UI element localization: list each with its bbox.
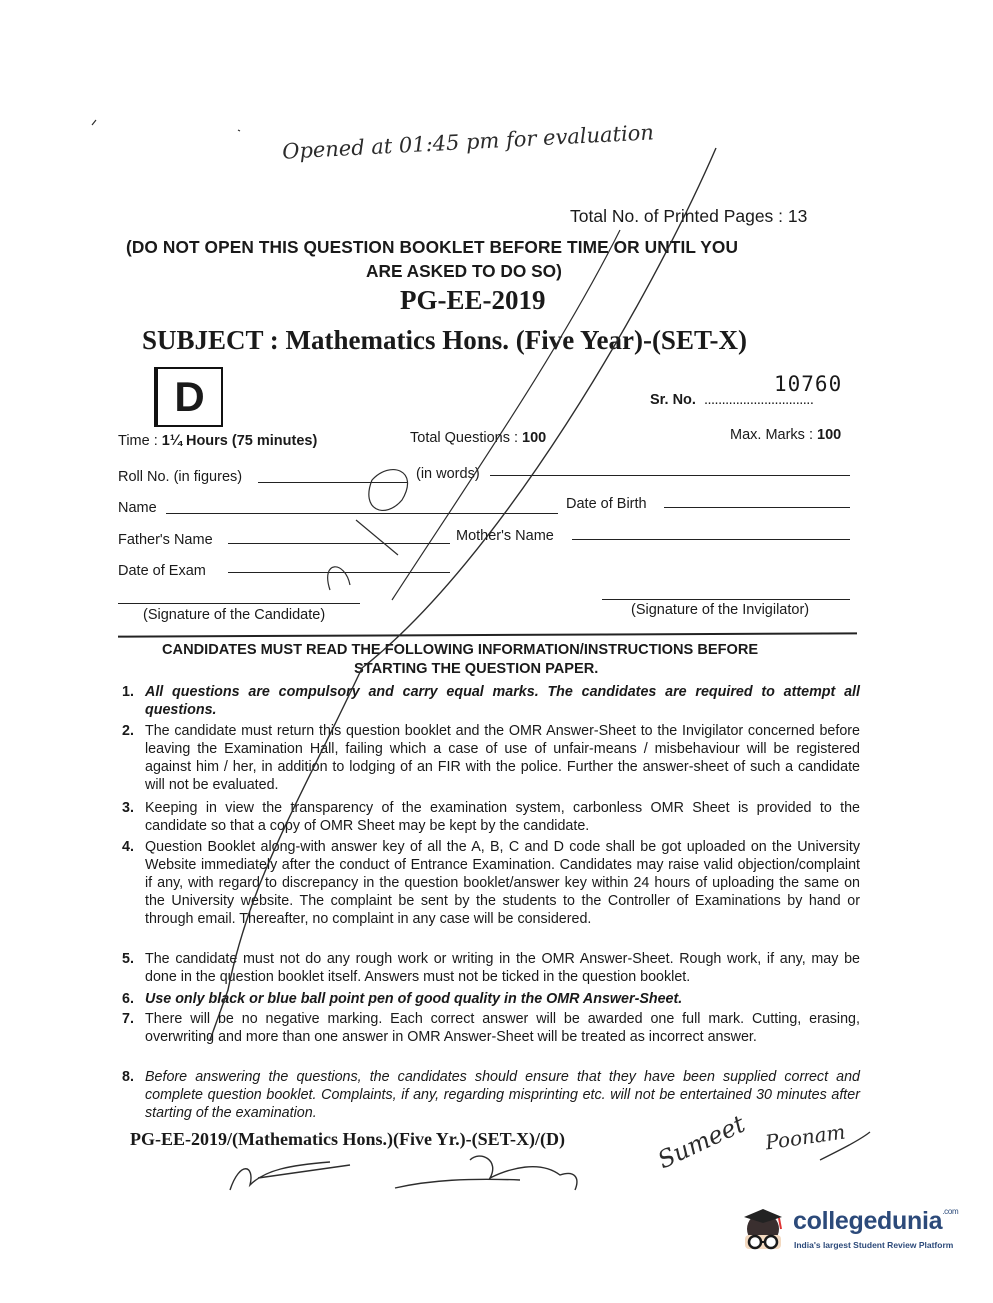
brand-tagline: India's largest Student Review Platform: [794, 1240, 954, 1250]
name-label: Name: [118, 500, 157, 516]
serial-number-label: Sr. No. ...............................: [650, 392, 814, 408]
warning-line-2: ARE ASKED TO DO SO): [366, 261, 562, 281]
questions-info: Total Questions : 100: [410, 430, 547, 446]
roll-words-label: (in words): [416, 466, 480, 482]
collegedunia-logo: [736, 1203, 961, 1263]
dob-label: Date of Birth: [566, 496, 647, 512]
instructions-heading-line-2: STARTING THE QUESTION PAPER.: [354, 661, 599, 677]
warning-line-1: (DO NOT OPEN THIS QUESTION BOOKLET BEFORE TIME OR UNTIL YOU: [126, 237, 739, 257]
date-of-exam-line[interactable]: [228, 572, 450, 573]
booklet-set-letter: D: [174, 373, 205, 420]
dob-line[interactable]: [664, 507, 850, 508]
brand-name: collegedunia$^{.com}$: [793, 1207, 959, 1235]
stray-mark: [92, 120, 240, 131]
exam-code: PG-EE-2019: [400, 285, 546, 315]
father-name-line[interactable]: [228, 543, 450, 544]
serial-number-value: 10760: [774, 372, 843, 396]
handwritten-signature-2: Poonam: [763, 1119, 847, 1155]
invigilator-signature-line[interactable]: [602, 599, 850, 600]
name-line[interactable]: [166, 513, 558, 514]
handwritten-opened-note: Opened at 01:45 pm for evaluation: [281, 120, 655, 164]
candidate-signature-label: (Signature of the Candidate): [143, 607, 326, 623]
father-name-label: Father's Name: [118, 532, 213, 548]
handwritten-signature-1: Sumeet: [653, 1109, 750, 1175]
mother-name-label: Mother's Name: [456, 528, 554, 544]
marks-info: Max. Marks : 100: [730, 427, 842, 443]
booklet-set-box: [154, 367, 223, 427]
time-info: Time : 1¼ Hours (75 minutes): [118, 433, 318, 449]
mother-name-line[interactable]: [572, 539, 850, 540]
mascot-icon: [736, 1205, 790, 1259]
signature-scribble-2: [395, 1156, 577, 1190]
candidate-signature-line[interactable]: [118, 603, 360, 604]
roll-figures-label: Roll No. (in figures): [118, 469, 243, 485]
section-divider: [118, 632, 857, 637]
total-pages: Total No. of Printed Pages : 13: [570, 206, 808, 226]
footer-paper-code: PG-EE-2019/(Mathematics Hons.)(Five Yr.)-(SET-X)/(D): [130, 1129, 565, 1149]
date-of-exam-label: Date of Exam: [118, 563, 206, 579]
instructions-heading-line-1: CANDIDATES MUST READ THE FOLLOWING INFORMATION/INSTRUCTIONS BEFORE: [162, 642, 759, 658]
invigilator-signature-label: (Signature of the Invigilator): [631, 602, 810, 618]
roll-words-line[interactable]: [490, 475, 850, 476]
roll-figures-line[interactable]: [258, 482, 408, 483]
signature-scribble-1: [230, 1162, 350, 1190]
subject-title: SUBJECT : Mathematics Hons. (Five Year)-(SET-X): [142, 325, 747, 355]
